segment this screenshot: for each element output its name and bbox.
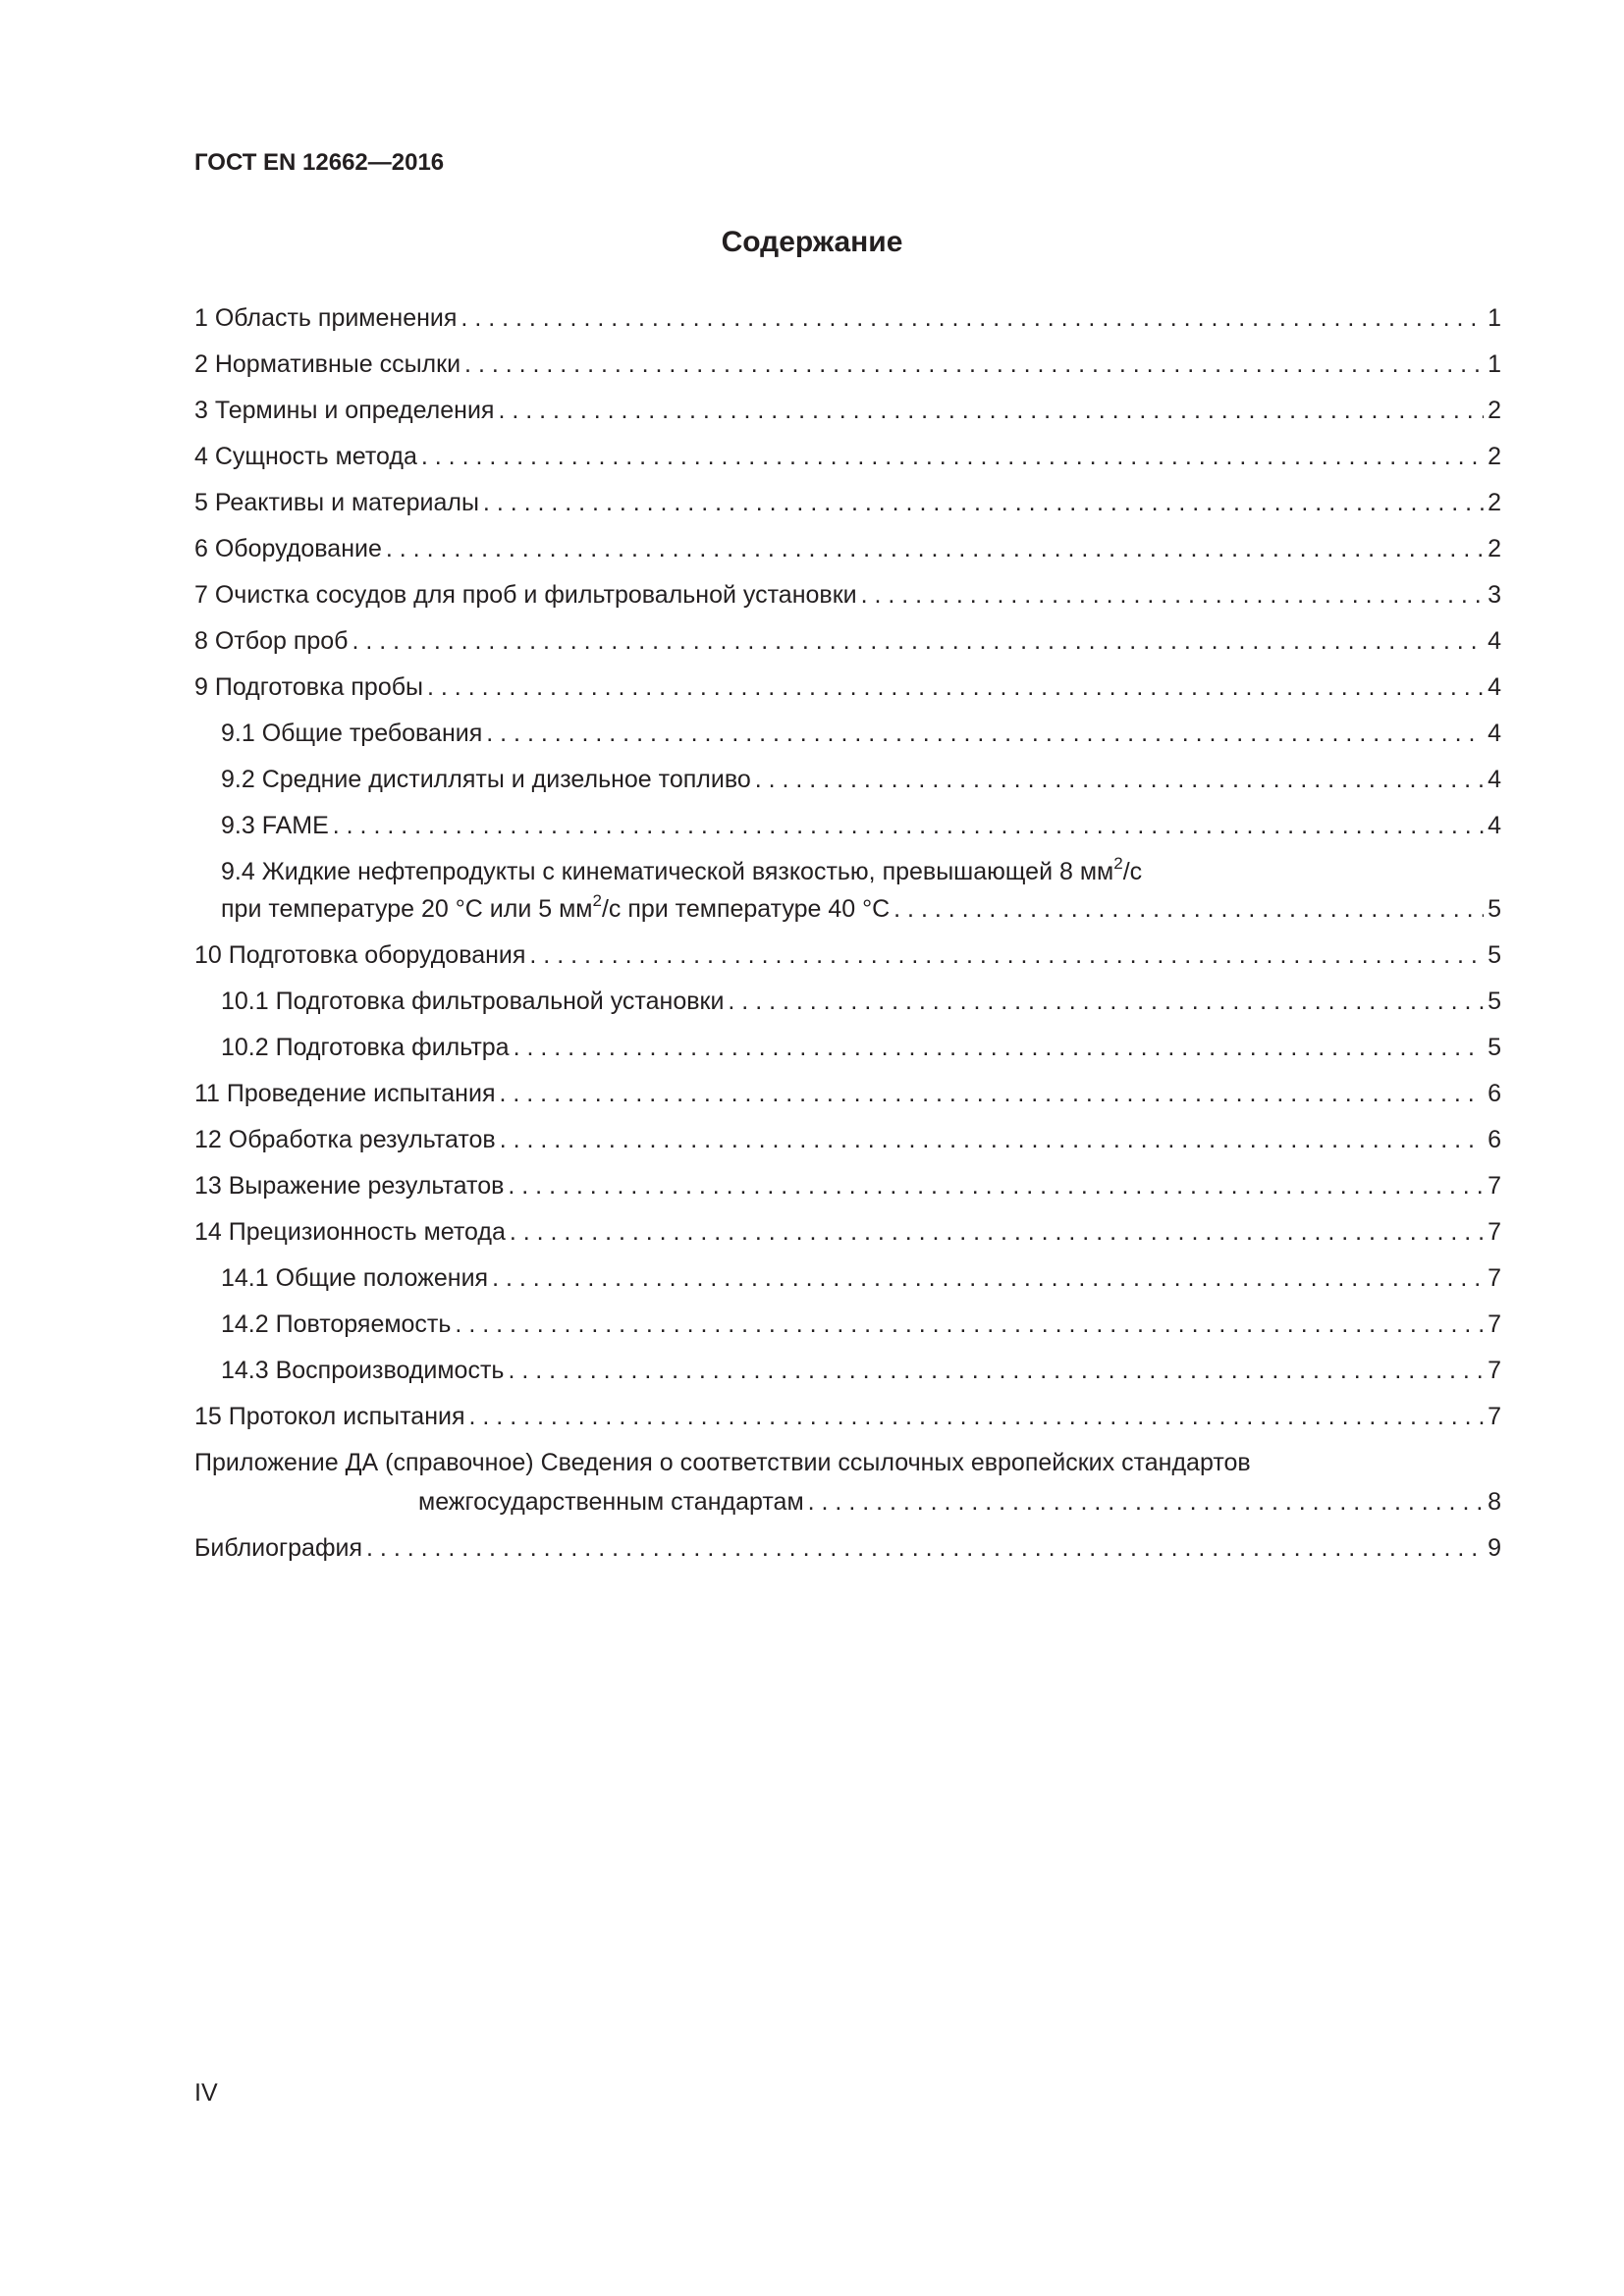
toc-entry-label: 13 Выражение результатов (194, 1172, 505, 1200)
toc-leader (510, 1214, 1484, 1250)
toc-entry-page: 4 (1488, 812, 1501, 839)
toc-entry-label: 3 Термины и определения (194, 397, 495, 424)
toc-subentry[interactable] (221, 1030, 1501, 1065)
toc-entry-label-part: /с (1122, 858, 1143, 885)
toc-entry-page: 8 (1488, 1488, 1501, 1516)
toc-entry-label: 2 Нормативные ссылки (194, 350, 461, 378)
toc-leader (755, 762, 1484, 797)
toc-entry-page: 7 (1488, 1357, 1501, 1384)
toc-entry-label: 14.3 Воспроизводимость (221, 1357, 505, 1384)
toc-entry[interactable] (194, 439, 1501, 474)
toc-entry-label-part: /с при температуре 40 °С (601, 895, 891, 923)
toc-entry-label: 14 Прецизионность метода (194, 1218, 506, 1246)
toc-leader (893, 891, 1484, 927)
toc-entry-page: 2 (1488, 489, 1501, 516)
toc-entry[interactable] (194, 1168, 1501, 1203)
toc-leader (421, 439, 1484, 474)
toc-entry-page: 5 (1488, 895, 1501, 923)
toc-leader (728, 984, 1484, 1019)
toc-entry[interactable] (194, 1399, 1501, 1434)
toc-subentry[interactable] (221, 1307, 1501, 1342)
toc-entry-page: 7 (1488, 1264, 1501, 1292)
toc-entry-label: 11 Проведение испытания (194, 1080, 496, 1107)
toc-entry-label: 1 Область применения (194, 304, 458, 332)
toc-leader (427, 669, 1484, 705)
toc-entry-label: 9.2 Средние дистилляты и дизельное топливо (221, 766, 751, 793)
toc-leader (492, 1260, 1484, 1296)
toc-entry-page: 7 (1488, 1172, 1501, 1200)
toc-entry-label: 12 Обработка результатов (194, 1126, 496, 1153)
toc-entry-page: 7 (1488, 1218, 1501, 1246)
toc-leader (529, 937, 1484, 973)
toc-entry-page: 7 (1488, 1403, 1501, 1430)
toc-leader (861, 577, 1484, 613)
toc-subentry[interactable] (221, 716, 1501, 751)
toc-entry[interactable] (194, 1122, 1501, 1157)
toc-leader (464, 347, 1484, 382)
superscript: 2 (592, 890, 602, 910)
toc-entry-page: 6 (1488, 1080, 1501, 1107)
toc-title: Содержание (721, 226, 903, 258)
toc-leader (508, 1168, 1484, 1203)
toc-entry-label: 9.1 Общие требования (221, 720, 483, 747)
toc-subentry[interactable] (221, 808, 1501, 843)
toc-entry-label: 10.1 Подготовка фильтровальной установки (221, 988, 725, 1015)
toc-entry-page: 4 (1488, 673, 1501, 701)
toc-leader (508, 1353, 1484, 1388)
toc-entry-page: 9 (1488, 1534, 1501, 1562)
toc-entry-label-part: при температуре 20 °С или 5 мм (221, 895, 593, 923)
toc-leader (514, 1030, 1485, 1065)
superscript: 2 (1113, 853, 1123, 873)
toc-entry-label-part: 9.4 Жидкие нефтепродукты с кинематической вязкостью, превышающей 8 мм (221, 858, 1114, 885)
toc-entry-label: межгосударственным стандартам (418, 1488, 804, 1516)
toc-entry-label: 10 Подготовка оборудования (194, 941, 526, 969)
toc-leader (460, 300, 1484, 336)
toc-leader (808, 1484, 1484, 1520)
toc-leader (486, 716, 1484, 751)
toc-entry[interactable] (194, 347, 1501, 382)
toc-entry-page: 1 (1488, 304, 1501, 332)
toc-appendix-entry[interactable] (418, 1484, 1501, 1520)
toc-leader (500, 1076, 1485, 1111)
toc-subentry[interactable] (221, 762, 1501, 797)
toc-appendix-line1[interactable]: Приложение ДА (справочное) Сведения о соответствии ссылочных европейских стандартов (194, 1449, 1251, 1476)
toc-entry[interactable] (194, 531, 1501, 566)
toc-leader (333, 808, 1484, 843)
toc-leader (352, 623, 1484, 659)
toc-entry-page: 4 (1488, 720, 1501, 747)
toc-entry-label: 8 Отбор проб (194, 627, 349, 655)
toc-leader (500, 1122, 1484, 1157)
toc-subentry[interactable] (221, 984, 1501, 1019)
toc-entry-label: 6 Оборудование (194, 535, 382, 562)
toc-entry[interactable] (194, 577, 1501, 613)
toc-entry-label: 15 Протокол испытания (194, 1403, 465, 1430)
toc-entry[interactable] (194, 1214, 1501, 1250)
toc-leader (469, 1399, 1485, 1434)
toc-entry-bibliography[interactable] (194, 1530, 1501, 1566)
toc-entry-page: 6 (1488, 1126, 1501, 1153)
toc-entry-label: 14.1 Общие положения (221, 1264, 489, 1292)
toc-entry-label (221, 891, 890, 927)
toc-entry-page: 3 (1488, 581, 1501, 609)
toc-entry[interactable] (194, 1076, 1501, 1111)
toc-entry-page: 5 (1488, 941, 1501, 969)
toc-subentry[interactable] (221, 1353, 1501, 1388)
toc-subentry[interactable] (221, 891, 1501, 927)
toc-entry[interactable] (194, 669, 1501, 705)
toc-leader (366, 1530, 1484, 1566)
toc-entry-label: 4 Сущность метода (194, 443, 417, 470)
toc-entry-page: 2 (1488, 397, 1501, 424)
toc-leader (483, 485, 1484, 520)
toc-subentry-line1[interactable] (221, 854, 1142, 889)
toc-entry-page: 2 (1488, 443, 1501, 470)
toc-entry-page: 2 (1488, 535, 1501, 562)
toc-entry[interactable] (194, 393, 1501, 428)
toc-entry-page: 7 (1488, 1310, 1501, 1338)
toc-subentry[interactable] (221, 1260, 1501, 1296)
document-header: ГОСТ EN 12662—2016 (194, 149, 445, 176)
toc-entry[interactable] (194, 485, 1501, 520)
toc-entry[interactable] (194, 300, 1501, 336)
toc-entry-page: 5 (1488, 1034, 1501, 1061)
toc-entry-label: 9.3 FAME (221, 812, 329, 839)
toc-leader (455, 1307, 1484, 1342)
toc-leader (498, 393, 1484, 428)
toc-entry-label: 14.2 Повторяемость (221, 1310, 452, 1338)
toc-entry-page: 5 (1488, 988, 1501, 1015)
toc-entry-page: 1 (1488, 350, 1501, 378)
toc-entry[interactable] (194, 937, 1501, 973)
toc-entry-page: 4 (1488, 627, 1501, 655)
toc-entry-label: 7 Очистка сосудов для проб и фильтровальной установки (194, 581, 857, 609)
page-number: IV (194, 2079, 218, 2107)
toc-entry-label: 10.2 Подготовка фильтра (221, 1034, 510, 1061)
toc-entry-label: Библиография (194, 1534, 363, 1562)
toc-entry-page: 4 (1488, 766, 1501, 793)
toc-entry[interactable] (194, 623, 1501, 659)
toc-leader (386, 531, 1484, 566)
toc-entry-label: 9 Подготовка пробы (194, 673, 424, 701)
toc-entry-label: 5 Реактивы и материалы (194, 489, 479, 516)
